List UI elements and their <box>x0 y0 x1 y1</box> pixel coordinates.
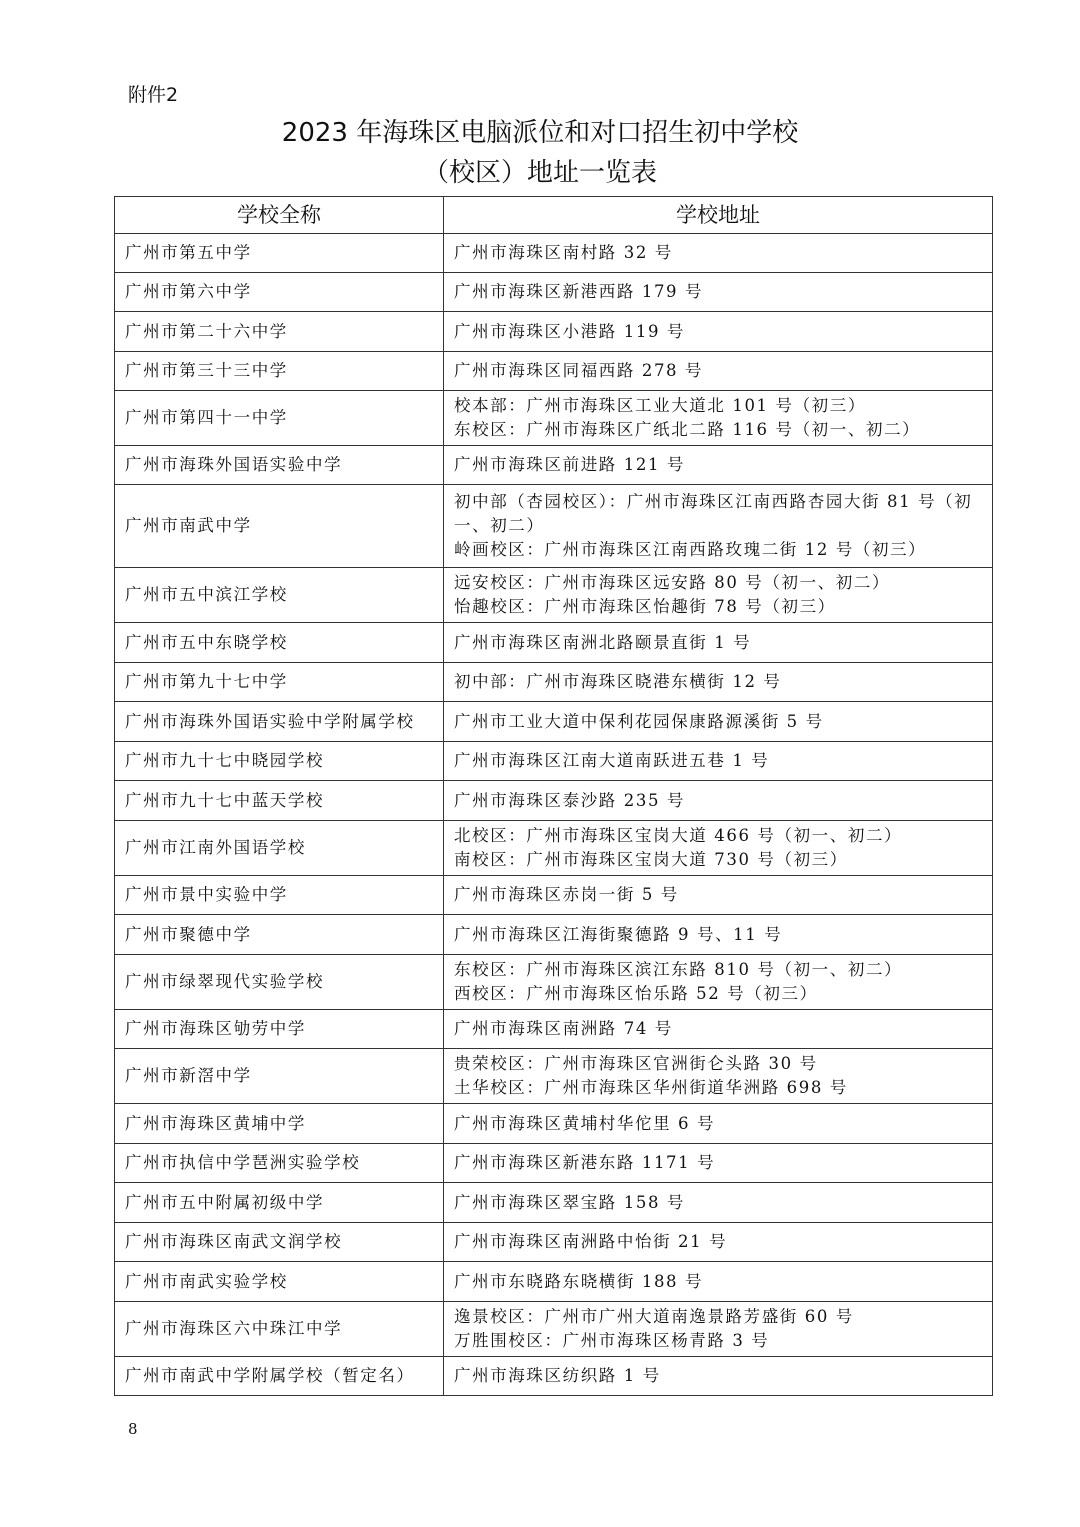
document-title-line-1: 2023 年海珠区电脑派位和对口招生初中学校 <box>281 118 799 148</box>
school-address-cell <box>444 1104 993 1144</box>
school-name-cell: 广州市九十七中晓园学校 <box>115 742 444 781</box>
school-address-cell <box>444 446 993 485</box>
address-line: 广州市海珠区新港西路 179 号 <box>454 282 704 301</box>
school-address-cell <box>444 742 993 781</box>
school-name-cell: 广州市执信中学琶洲实验学校 <box>115 1144 444 1183</box>
table-row <box>115 955 993 1010</box>
address-line: 怡趣校区：广州市海珠区怡趣街 78 号（初三） <box>454 597 836 616</box>
table-row <box>115 821 993 876</box>
school-address-cell <box>444 1302 993 1357</box>
table-row <box>115 1262 993 1302</box>
address-line: 校本部：广州市海珠区工业大道北 101 号（初三） <box>454 396 866 415</box>
school-address-cell <box>444 702 993 742</box>
address-line: 广州市海珠区泰沙路 235 号 <box>454 790 685 810</box>
school-name-cell: 广州市第三十三中学 <box>115 352 444 391</box>
table-row <box>115 446 993 485</box>
school-name-cell: 广州市聚德中学 <box>115 915 444 955</box>
school-address-cell <box>444 234 993 273</box>
address-line: 西校区：广州市海珠区怡乐路 52 号（初三） <box>454 984 818 1003</box>
school-name-cell: 广州市新滘中学 <box>115 1049 444 1104</box>
address-line: 广州市海珠区同福西路 278 号 <box>454 361 704 380</box>
school-name-cell: 广州市第五中学 <box>115 234 444 273</box>
school-name-cell: 广州市海珠外国语实验中学附属学校 <box>115 702 444 742</box>
school-address-cell <box>444 273 993 312</box>
table-row <box>115 1357 993 1396</box>
school-address-cell <box>444 1144 993 1183</box>
table-row <box>115 1049 993 1104</box>
address-line: 广州市海珠区赤岗一街 5 号 <box>454 885 679 904</box>
address-line: 广州市海珠区江海街聚德路 9 号、11 号 <box>454 924 783 944</box>
address-line: 广州市工业大道中保利花园保康路源溪街 5 号 <box>454 711 824 731</box>
table-row <box>115 312 993 352</box>
address-line: 南校区：广州市海珠区宝岗大道 730 号（初三） <box>454 850 848 869</box>
address-line: 贵荣校区：广州市海珠区官洲街仑头路 30 号 <box>454 1054 818 1073</box>
school-address-cell <box>444 1357 993 1396</box>
table-row <box>115 391 993 446</box>
school-name-cell: 广州市九十七中蓝天学校 <box>115 781 444 821</box>
address-line: 岭画校区：广州市海珠区江南西路玫瑰二街 12 号（初三） <box>454 540 927 559</box>
table-row <box>115 742 993 781</box>
table-row <box>115 234 993 273</box>
table-row <box>115 781 993 821</box>
school-name-cell: 广州市第二十六中学 <box>115 312 444 352</box>
school-name-cell: 广州市南武中学附属学校（暂定名） <box>115 1357 444 1396</box>
school-address-cell <box>444 1183 993 1223</box>
school-name-cell: 广州市五中附属初级中学 <box>115 1183 444 1223</box>
school-address-cell <box>444 876 993 915</box>
school-address-cell <box>444 485 993 568</box>
address-line: 广州市海珠区南村路 32 号 <box>454 243 673 262</box>
address-line: 广州市海珠区新港东路 1171 号 <box>454 1153 716 1172</box>
address-line: 远安校区：广州市海珠区远安路 80 号（初一、初二） <box>454 573 891 592</box>
school-address-cell <box>444 568 993 623</box>
table-row <box>115 1144 993 1183</box>
document-title-line-2: （校区）地址一览表 <box>422 158 657 188</box>
address-line: 广州市东晓路东晓横街 188 号 <box>454 1271 704 1291</box>
table-row <box>115 352 993 391</box>
table-row <box>115 568 993 623</box>
table-row <box>115 1104 993 1144</box>
address-line: 广州市海珠区南洲路 74 号 <box>454 1019 673 1038</box>
address-line: 广州市海珠区黄埔村华佗里 6 号 <box>454 1113 716 1133</box>
school-address-cell <box>444 1049 993 1104</box>
school-name-cell: 广州市五中滨江学校 <box>115 568 444 623</box>
address-line: 逸景校区：广州市广州大道南逸景路芳盛街 60 号 <box>454 1307 854 1326</box>
school-name-cell: 广州市南武实验学校 <box>115 1262 444 1302</box>
address-line: 土华校区：广州市海珠区华州街道华洲路 698 号 <box>454 1078 848 1097</box>
table-row <box>115 1183 993 1223</box>
address-line: 北校区：广州市海珠区宝岗大道 466 号（初一、初二） <box>454 826 903 845</box>
school-address-cell <box>444 1262 993 1302</box>
school-address-cell <box>444 821 993 876</box>
table-row <box>115 623 993 663</box>
school-address-cell <box>444 1223 993 1262</box>
school-name-cell: 广州市南武中学 <box>115 485 444 568</box>
school-name-cell: 广州市海珠区黄埔中学 <box>115 1104 444 1144</box>
attachment-label: 附件2 <box>128 84 179 106</box>
school-address-cell <box>444 623 993 663</box>
address-line: 万胜围校区：广州市海珠区杨青路 3 号 <box>454 1331 770 1350</box>
school-name-cell: 广州市第九十七中学 <box>115 663 444 702</box>
header-school-name: 学校全称 <box>115 197 444 234</box>
school-address-cell <box>444 312 993 352</box>
school-address-cell <box>444 1010 993 1049</box>
school-address-cell <box>444 955 993 1010</box>
address-line: 东校区：广州市海珠区广纸北二路 116 号（初一、初二） <box>454 420 921 439</box>
school-name-cell: 广州市绿翠现代实验学校 <box>115 955 444 1010</box>
address-line: 广州市海珠区翠宝路 158 号 <box>454 1192 685 1212</box>
table-row <box>115 702 993 742</box>
address-line: 广州市海珠区南洲路中怡街 21 号 <box>454 1232 728 1251</box>
table-row <box>115 1302 993 1357</box>
school-address-table <box>114 196 993 1396</box>
table-row <box>115 915 993 955</box>
table-row <box>115 663 993 702</box>
school-address-cell <box>444 352 993 391</box>
table-header-row <box>115 197 993 234</box>
school-name-cell: 广州市海珠区六中珠江中学 <box>115 1302 444 1357</box>
page-number: 8 <box>128 1420 138 1438</box>
address-line: 广州市海珠区小港路 119 号 <box>454 321 685 341</box>
address-line: 初中部（杏园校区）：广州市海珠区江南西路杏园大街 81 号（初一、初二） <box>454 492 973 535</box>
school-name-cell: 广州市五中东晓学校 <box>115 623 444 663</box>
table-row <box>115 1223 993 1262</box>
school-name-cell: 广州市海珠外国语实验中学 <box>115 446 444 485</box>
header-school-address: 学校地址 <box>444 197 993 234</box>
address-line: 广州市海珠区前进路 121 号 <box>454 455 685 474</box>
school-address-cell <box>444 391 993 446</box>
school-name-cell: 广州市景中实验中学 <box>115 876 444 915</box>
table-row <box>115 485 993 568</box>
school-address-cell <box>444 915 993 955</box>
address-line: 广州市海珠区江南大道南跃进五巷 1 号 <box>454 751 770 770</box>
table-row <box>115 273 993 312</box>
address-line: 广州市海珠区纺织路 1 号 <box>454 1366 661 1385</box>
table-row <box>115 876 993 915</box>
school-name-cell: 广州市江南外国语学校 <box>115 821 444 876</box>
school-address-cell <box>444 663 993 702</box>
school-name-cell: 广州市第六中学 <box>115 273 444 312</box>
address-line: 东校区：广州市海珠区滨江东路 810 号（初一、初二） <box>454 960 903 979</box>
school-address-cell <box>444 781 993 821</box>
address-line: 广州市海珠区南洲北路颐景直街 1 号 <box>454 632 752 652</box>
table-row <box>115 1010 993 1049</box>
school-name-cell: 广州市海珠区劬劳中学 <box>115 1010 444 1049</box>
school-name-cell: 广州市海珠区南武文润学校 <box>115 1223 444 1262</box>
address-line: 初中部：广州市海珠区晓港东横街 12 号 <box>454 672 782 691</box>
school-name-cell: 广州市第四十一中学 <box>115 391 444 446</box>
